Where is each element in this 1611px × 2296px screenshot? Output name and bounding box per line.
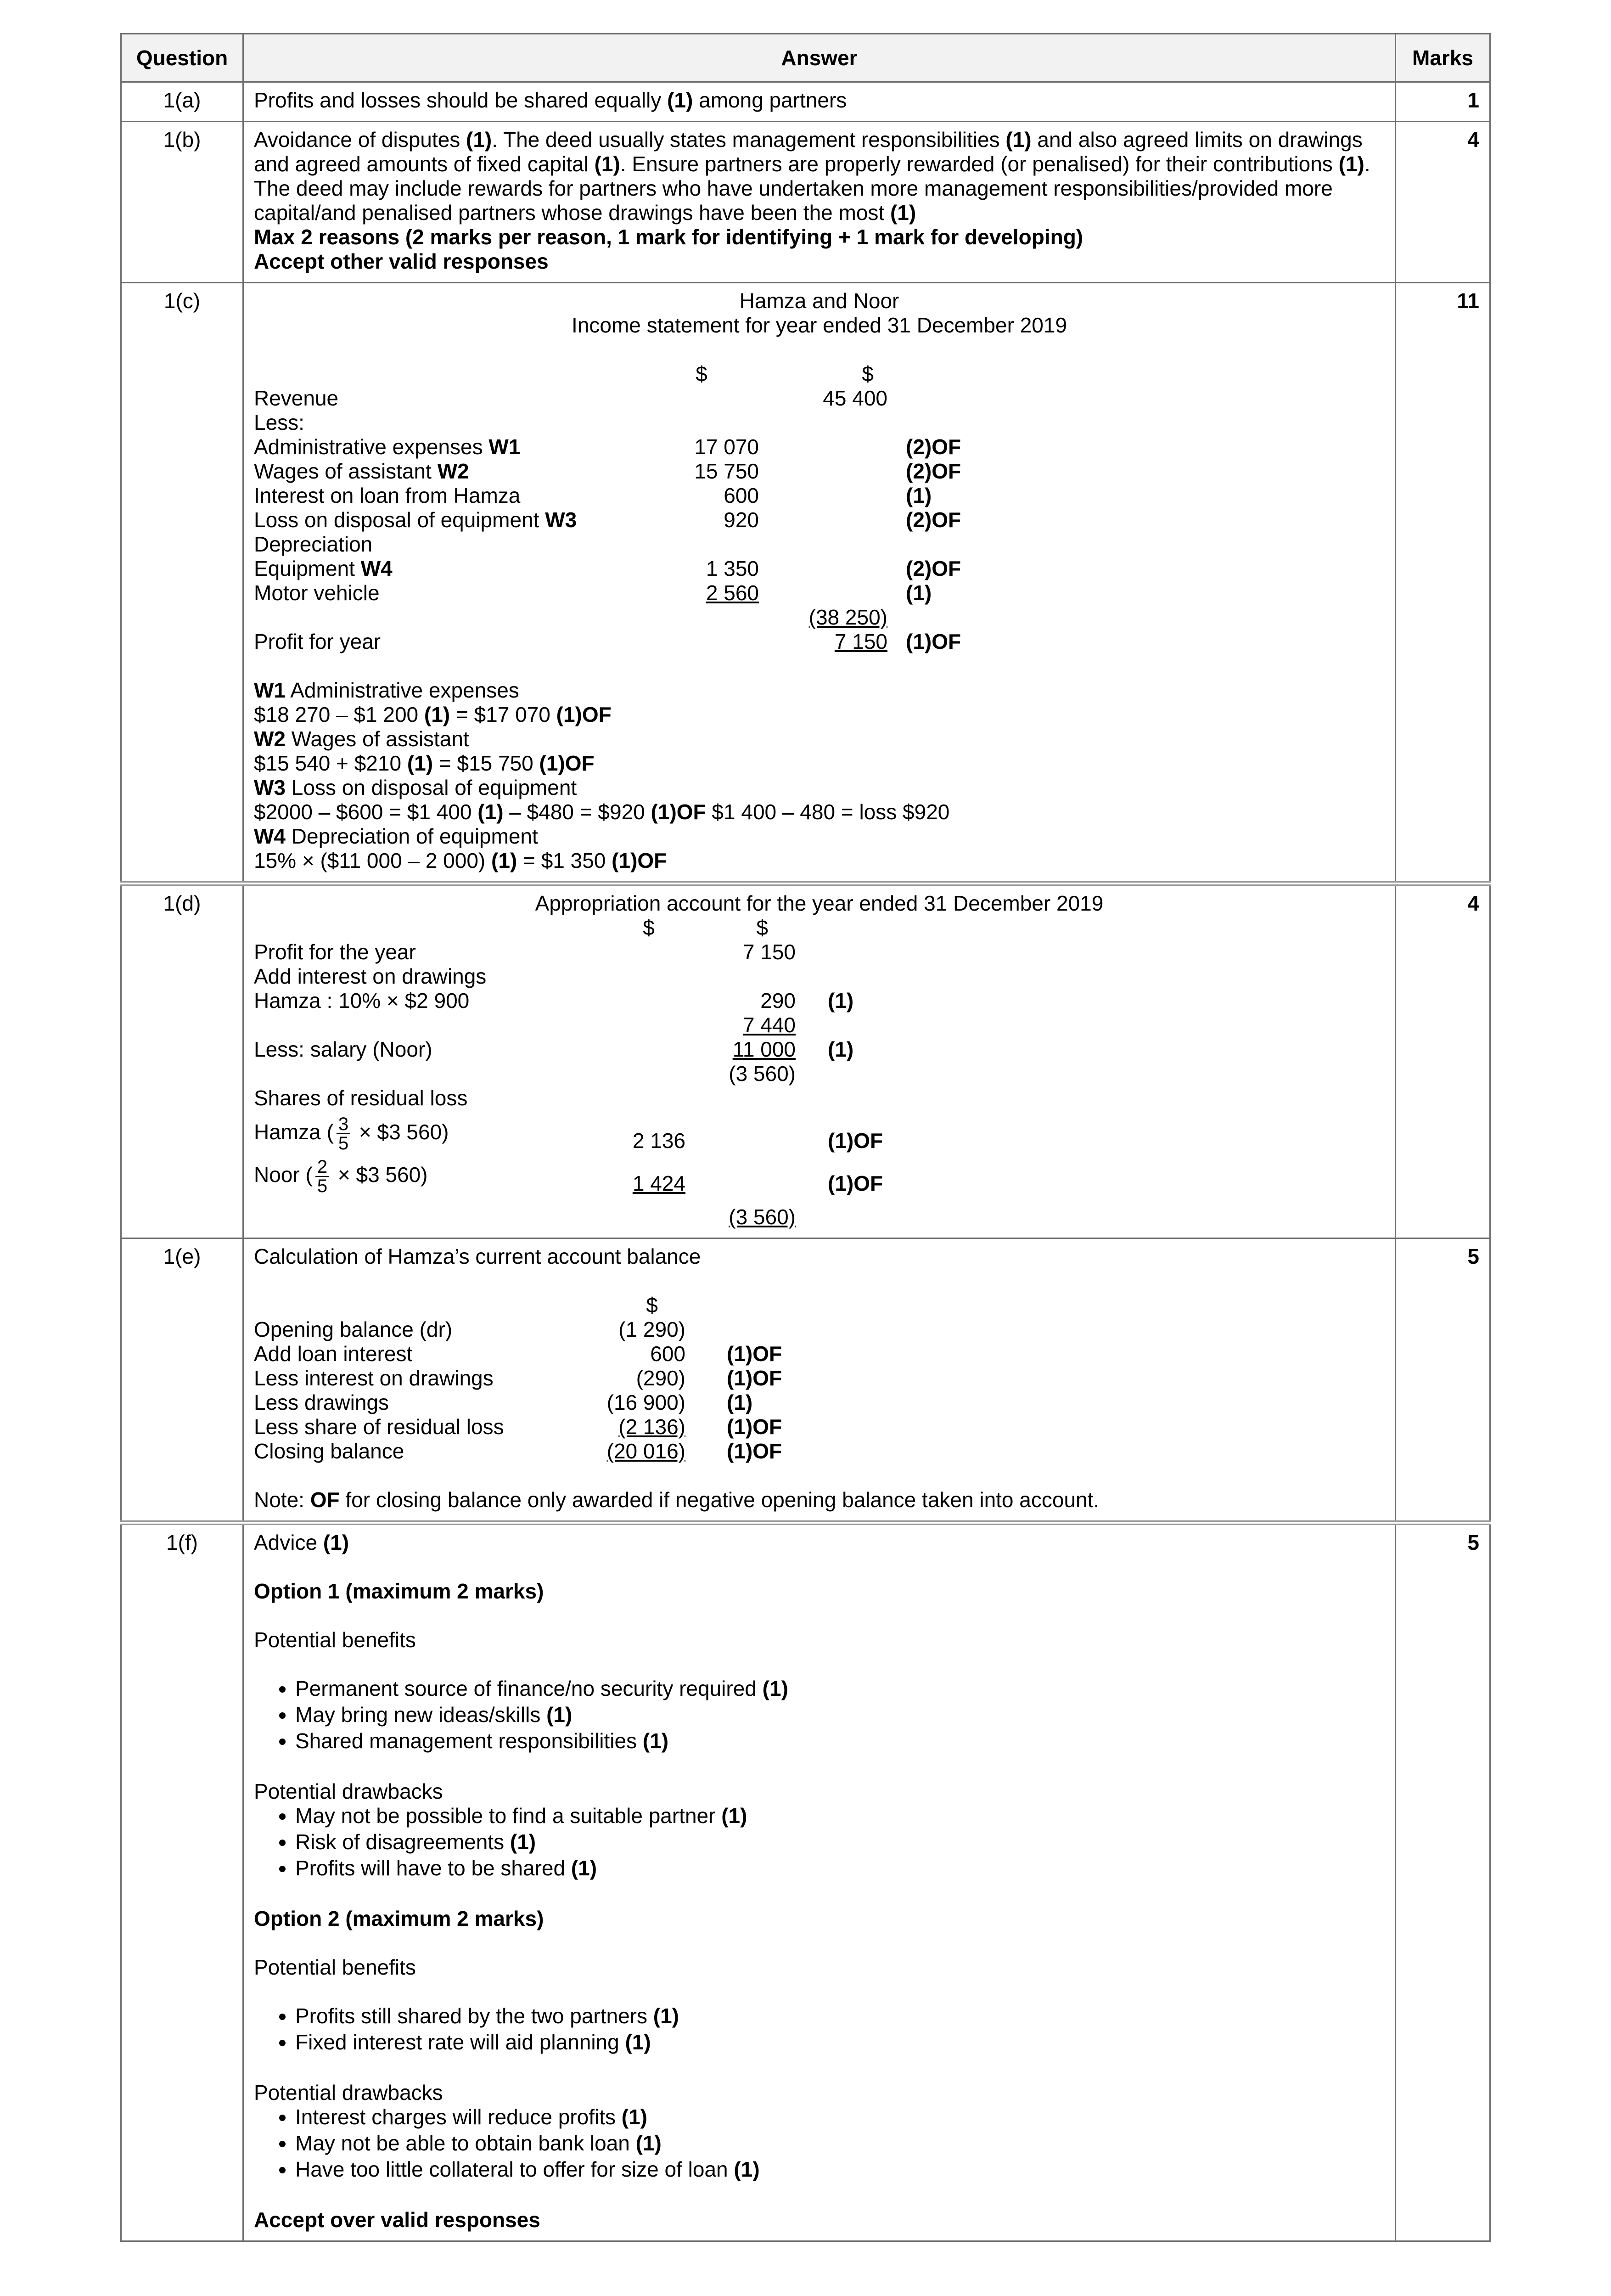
mark: (1) <box>424 703 450 726</box>
mark: (1)OF <box>651 800 706 824</box>
line-label: Add loan interest <box>254 1342 413 1366</box>
line-label: Administrative expenses <box>254 435 489 459</box>
subheading: Potential drawbacks <box>254 2081 443 2105</box>
line-subtotal: 7 440 <box>742 1013 796 1037</box>
working-ref: W2 <box>437 459 469 483</box>
line-value: 600 <box>650 1342 685 1366</box>
mark: (1) <box>571 1856 597 1880</box>
row-1a <box>121 82 1490 122</box>
line-value: (290) <box>636 1366 685 1390</box>
marks-value: 11 <box>1396 283 1490 884</box>
mark: (1) <box>546 1703 573 1727</box>
line-label: Add interest on drawings <box>254 964 487 988</box>
working-4-calc <box>254 849 1385 873</box>
line-label: Opening balance (dr) <box>254 1317 453 1341</box>
question-label: 1(b) <box>121 122 243 283</box>
drawbacks-list <box>254 1804 1385 1880</box>
working-title: Wages of assistant <box>286 727 469 751</box>
answer-text: . Ensure partners are properly rewarded (or penalised) for their contributions <box>620 152 1339 176</box>
mark: (1) <box>762 1677 788 1700</box>
line-label: Profit for the year <box>254 940 416 964</box>
option-heading: Option 1 (maximum 2 marks) <box>254 1579 544 1603</box>
mark: (1) <box>466 128 492 152</box>
mark: (2)OF <box>906 435 961 459</box>
mark <box>685 1317 786 1342</box>
line-value: 920 <box>724 508 759 532</box>
mark: (1) <box>667 88 693 112</box>
numerator: 2 <box>315 1158 329 1177</box>
line-label: × $3 560) <box>353 1120 449 1144</box>
mark: (1)OF <box>612 849 667 872</box>
benefits-list <box>254 2004 1385 2054</box>
mark: (1) <box>734 2157 760 2181</box>
mark: (2)OF <box>906 557 961 580</box>
marks-value: 5 <box>1396 1523 1490 2241</box>
marking-guidance: Accept over valid responses <box>254 2208 540 2232</box>
mark: (2)OF <box>906 459 961 483</box>
numerator: 3 <box>337 1115 350 1134</box>
line-value: 1 424 <box>632 1171 685 1195</box>
list-item <box>295 1703 1385 1727</box>
answer-header: Answer <box>243 34 1396 82</box>
answer-cell <box>243 82 1396 122</box>
list-item-text: May not be able to obtain bank loan <box>295 2131 636 2155</box>
benefits-list <box>254 1677 1385 1753</box>
mark: (1) <box>642 1729 669 1753</box>
income-statement <box>254 362 1385 654</box>
answer-text: and also agreed limits on drawings and agreed amounts of fixed capital <box>254 128 1363 176</box>
line-label: Interest on loan from Hamza <box>254 484 521 507</box>
list-item <box>295 2004 1385 2028</box>
working-text: = $17 070 <box>450 703 556 726</box>
answer-text: among partners <box>693 88 847 112</box>
line-label: × $3 560) <box>332 1163 428 1187</box>
line-subtotal: (3 560) <box>729 1062 796 1086</box>
working-heading: W3 <box>254 776 286 799</box>
answer-text: Avoidance of disputes <box>254 128 466 152</box>
marks-header: Marks <box>1396 34 1490 82</box>
line-label: Less: <box>254 411 304 434</box>
mark: (1) <box>906 581 932 605</box>
answer-text: Profits and losses should be shared equally <box>254 88 668 112</box>
list-item <box>295 2105 1385 2129</box>
line-value: (1 290) <box>618 1317 685 1341</box>
marking-guidance: Max 2 reasons (2 marks per reason, 1 mark for identifying + 1 mark for developing) <box>254 225 1083 249</box>
marks-value: 1 <box>1396 82 1490 122</box>
line-value: 45 400 <box>823 386 887 410</box>
working-3-calc <box>254 800 1385 824</box>
working-4 <box>254 824 1385 849</box>
working-3 <box>254 776 1385 800</box>
mark: (1)OF <box>727 1439 782 1463</box>
mark: (1)OF <box>727 1415 782 1439</box>
statement-title: Hamza and Noor <box>739 289 899 313</box>
question-header: Question <box>121 34 243 82</box>
answer-cell <box>243 122 1396 283</box>
currency-heading: $ <box>756 916 768 940</box>
working-ref: W3 <box>545 508 577 532</box>
marks-value: 4 <box>1396 884 1490 1238</box>
subheading: Potential benefits <box>254 1955 416 1979</box>
mark: (2)OF <box>906 508 961 532</box>
mark-scheme-table <box>120 33 1491 2242</box>
line-value: 11 000 <box>732 1037 796 1061</box>
line-label: Hamza : 10% × $2 900 <box>254 989 470 1013</box>
list-item-text: May not be possible to find a suitable partner <box>295 1804 722 1828</box>
answer-cell <box>243 1238 1396 1523</box>
list-item-text: Risk of disagreements <box>295 1830 510 1854</box>
working-title: Depreciation of equipment <box>286 824 538 848</box>
marking-guidance: Accept other valid responses <box>254 249 549 273</box>
working-heading: W2 <box>254 727 286 751</box>
question-label: 1(a) <box>121 82 243 122</box>
line-label: Less drawings <box>254 1390 389 1414</box>
subheading: Potential benefits <box>254 1628 416 1652</box>
list-item <box>295 1729 1385 1753</box>
mark: (1) <box>721 1804 747 1828</box>
line-value: 2 136 <box>632 1129 685 1153</box>
subheading: Potential drawbacks <box>254 1779 443 1803</box>
mark: (1) <box>906 484 932 507</box>
line-label: Closing balance <box>254 1439 404 1463</box>
mark: (1) <box>828 1037 854 1061</box>
current-account <box>254 1293 1385 1463</box>
list-item-text: May bring new ideas/skills <box>295 1703 547 1727</box>
working-title: Loss on disposal of equipment <box>286 776 577 799</box>
currency-heading: $ <box>696 362 707 386</box>
working-text: $15 540 + $210 <box>254 751 407 775</box>
line-value: (20 016) <box>606 1439 685 1463</box>
line-value: 15 750 <box>694 459 759 483</box>
list-item <box>295 1677 1385 1701</box>
working-heading: W1 <box>254 678 286 702</box>
row-1b <box>121 122 1490 283</box>
mark: (1)OF <box>539 751 595 775</box>
mark: (1) <box>890 201 916 225</box>
drawbacks-list <box>254 2105 1385 2182</box>
working-1 <box>254 678 1385 703</box>
line-value: 290 <box>760 989 796 1013</box>
currency-heading: $ <box>643 916 655 940</box>
currency-heading: $ <box>646 1293 658 1317</box>
list-item <box>295 2030 1385 2054</box>
working-text: – $480 = $920 <box>503 800 651 824</box>
working-2 <box>254 727 1385 751</box>
question-label: 1(f) <box>121 1523 243 2241</box>
currency-heading: $ <box>862 362 874 386</box>
answer-cell <box>243 884 1396 1238</box>
fraction <box>337 1115 350 1153</box>
mark: (1) <box>828 989 854 1013</box>
line-value: 17 070 <box>694 435 759 459</box>
marks-value: 5 <box>1396 1238 1490 1523</box>
mark: (1) <box>625 2030 651 2054</box>
question-label: 1(d) <box>121 884 243 1238</box>
mark: (1) <box>635 2131 662 2155</box>
header-row <box>121 34 1490 82</box>
mark: (1)OF <box>727 1342 782 1366</box>
account-title: Appropriation account for the year ended 31 December 2019 <box>535 891 1104 915</box>
working-text: = $1 350 <box>517 849 612 872</box>
line-total: (3 560) <box>729 1205 796 1229</box>
list-item-text: Have too little collateral to offer for size of loan <box>295 2157 734 2181</box>
mark: (1)OF <box>906 630 961 653</box>
list-item-text: Interest charges will reduce profits <box>295 2105 622 2129</box>
line-total: (38 250) <box>808 605 887 629</box>
mark: (1) <box>1005 128 1032 152</box>
mark: (1)OF <box>727 1366 782 1390</box>
row-1e <box>121 1238 1490 1523</box>
denominator: 5 <box>317 1176 328 1196</box>
list-item-text: Shared management responsibilities <box>295 1729 643 1753</box>
mark: (1) <box>510 1830 536 1854</box>
mark: (1) <box>323 1531 349 1554</box>
answer-cell <box>243 1523 1396 2241</box>
working-ref: W1 <box>488 435 521 459</box>
line-label: Wages of assistant <box>254 459 438 483</box>
list-item-text: Profits still shared by the two partners <box>295 2004 653 2028</box>
working-text: = $15 750 <box>433 751 539 775</box>
line-label: Motor vehicle <box>254 581 380 605</box>
list-item <box>295 1804 1385 1828</box>
line-label: Profit for year <box>254 630 381 653</box>
note-text: for closing balance only awarded if negative opening balance taken into account. <box>339 1488 1100 1512</box>
line-value: 600 <box>724 484 759 507</box>
option-heading: Option 2 (maximum 2 marks) <box>254 1907 544 1930</box>
note <box>254 1488 1385 1512</box>
mark: (1) <box>621 2105 647 2129</box>
row-1c <box>121 283 1490 884</box>
fraction <box>315 1158 329 1195</box>
line-value: (16 900) <box>606 1390 685 1414</box>
working-text: $1 400 – 480 = loss $920 <box>706 800 950 824</box>
line-label: Revenue <box>254 386 339 410</box>
mark: (1) <box>727 1390 753 1414</box>
answer-text: . The deed usually states management responsibilities <box>492 128 1006 152</box>
question-label: 1(c) <box>121 283 243 884</box>
line-total: 7 150 <box>834 630 887 653</box>
list-item-text: Permanent source of finance/no security required <box>295 1677 763 1700</box>
list-item-text: Profits will have to be shared <box>295 1856 571 1880</box>
mark: (1)OF <box>828 1171 883 1195</box>
line-label: Shares of residual loss <box>254 1086 468 1110</box>
line-label: Less interest on drawings <box>254 1366 494 1390</box>
line-label: Noor ( <box>254 1163 313 1187</box>
line-label: Less share of residual loss <box>254 1415 504 1439</box>
line-label: Loss on disposal of equipment <box>254 508 545 532</box>
line-label: Less: salary (Noor) <box>254 1037 432 1061</box>
line-label: Hamza ( <box>254 1120 334 1144</box>
answer-cell <box>243 283 1396 884</box>
working-text: $2000 – $600 = $1 400 <box>254 800 478 824</box>
working-2-calc <box>254 751 1385 776</box>
list-item <box>295 2131 1385 2155</box>
denominator: 5 <box>338 1133 349 1154</box>
row-1f <box>121 1523 1490 2241</box>
mark: (1) <box>477 800 504 824</box>
line-value: 1 350 <box>706 557 759 580</box>
list-item <box>295 1856 1385 1880</box>
appropriation-account <box>254 916 1385 1229</box>
answer-text: Advice <box>254 1531 323 1554</box>
list-item <box>295 1830 1385 1854</box>
list-item-text: Fixed interest rate will aid planning <box>295 2030 625 2054</box>
mark: (1) <box>491 849 517 872</box>
line-label: Depreciation <box>254 532 373 556</box>
working-text: 15% × ($11 000 – 2 000) <box>254 849 492 872</box>
line-label: Equipment <box>254 557 361 580</box>
mark: (1) <box>407 751 433 775</box>
mark: (1) <box>594 152 620 176</box>
working-heading: W4 <box>254 824 286 848</box>
answer-text: . The deed may include rewards for partners who have undertaken more management responsibilities/provided more capital/and penalised partners whose drawings have been the most <box>254 152 1370 225</box>
mark: (1) <box>653 2004 679 2028</box>
question-label: 1(e) <box>121 1238 243 1523</box>
mark: (1)OF <box>556 703 612 726</box>
calculation-title: Calculation of Hamza’s current account balance <box>254 1244 701 1268</box>
row-1d <box>121 884 1490 1238</box>
mark: (1) <box>1338 152 1364 176</box>
working-ref: W4 <box>360 557 393 580</box>
marks-value: 4 <box>1396 122 1490 283</box>
working-1-calc <box>254 703 1385 727</box>
note-text: Note: <box>254 1488 310 1512</box>
line-value: 7 150 <box>742 940 796 964</box>
note-text: OF <box>310 1488 340 1512</box>
working-title: Administrative expenses <box>286 678 519 702</box>
mark: (1)OF <box>828 1129 883 1153</box>
working-text: $18 270 – $1 200 <box>254 703 424 726</box>
statement-subtitle: Income statement for year ended 31 December 2019 <box>571 313 1067 337</box>
line-value: (2 136) <box>618 1415 685 1439</box>
line-value: 2 560 <box>706 581 759 605</box>
list-item <box>295 2157 1385 2182</box>
answer-paragraph <box>254 128 1385 225</box>
